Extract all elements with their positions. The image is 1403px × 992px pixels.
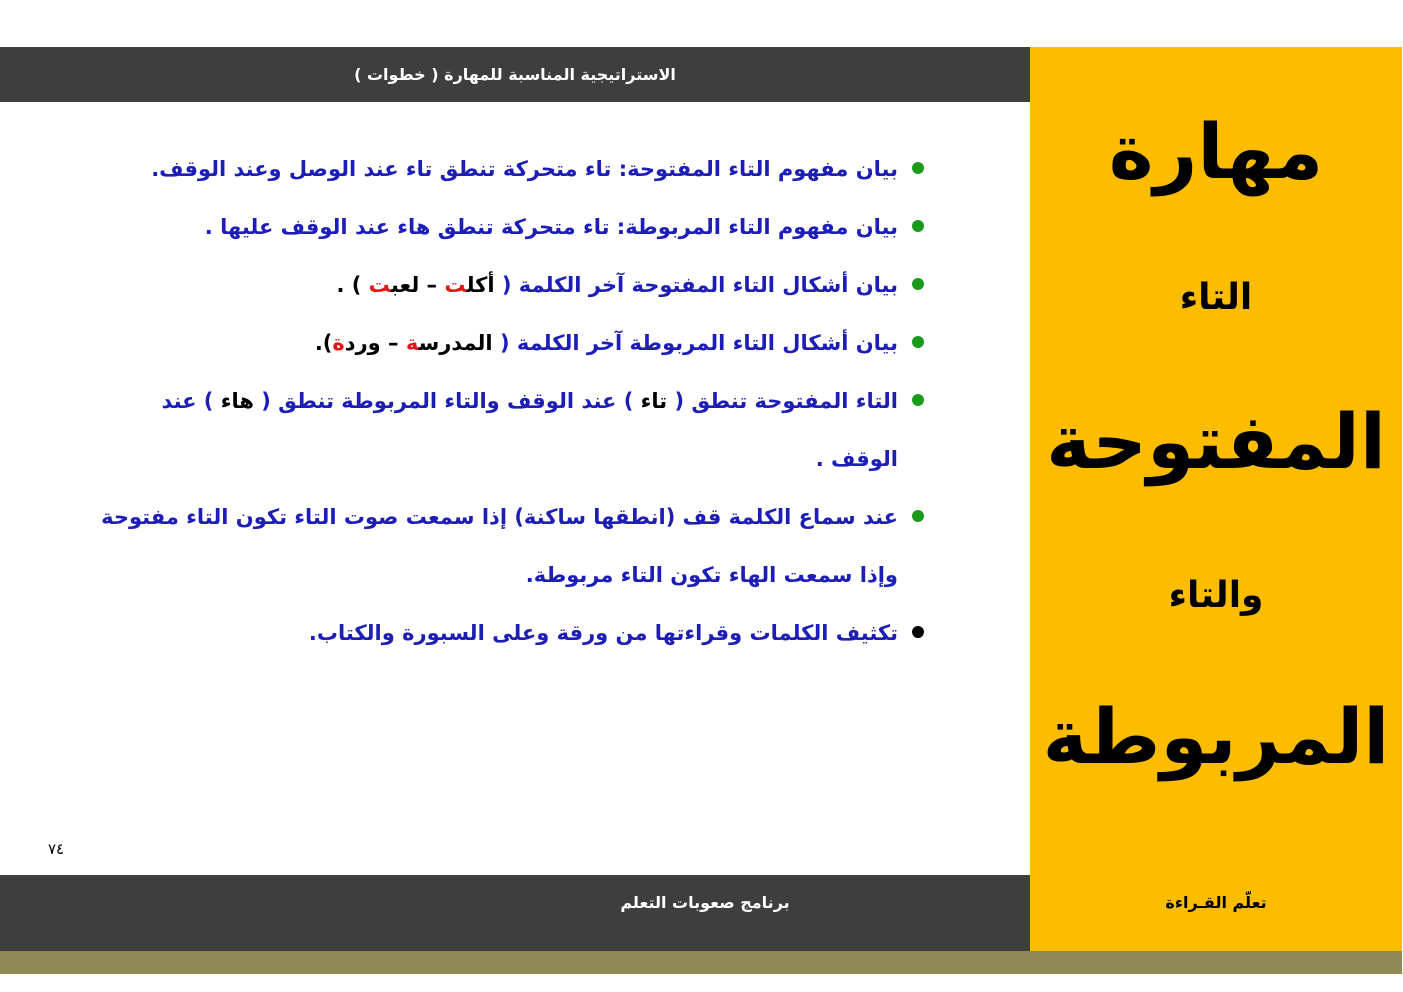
program-name: برنامج صعوبات التعلم xyxy=(620,893,790,912)
example-word: هاء xyxy=(220,389,254,413)
bullet-text: ) . xyxy=(336,273,369,297)
series-title-text: تعلّم القـراءة xyxy=(1165,893,1267,912)
separator: – xyxy=(419,273,445,297)
bullet-text: بيان أشكال التاء المفتوحة آخر الكلمة ( xyxy=(494,273,898,297)
bottom-strip xyxy=(0,951,1402,974)
title-panel xyxy=(1030,47,1402,951)
bullet-text: عند سماع الكلمة قف (انطقها ساكنة) إذا سمعت صوت التاء تكون التاء مفتوحة وإذا سمعت الهاء تكون التاء مربوطة. xyxy=(101,505,898,587)
bullet-text: ). xyxy=(314,331,333,355)
bullet-dot-icon xyxy=(912,626,924,638)
list-item xyxy=(88,314,928,372)
list-item xyxy=(88,604,928,662)
list-item xyxy=(88,140,928,198)
separator: – xyxy=(380,331,406,355)
bullet-text: بيان أشكال التاء المربوطة آخر الكلمة ( xyxy=(492,331,898,355)
footer-bar xyxy=(0,875,1030,951)
series-title xyxy=(1030,875,1402,930)
title-word-skill: مهارة xyxy=(1108,107,1324,196)
bullet-text: بيان مفهوم التاء المفتوحة: تاء متحركة تنطق تاء عند الوصل وعند الوقف. xyxy=(151,157,898,181)
list-item xyxy=(88,256,928,314)
bullet-text: تكثيف الكلمات وقراءتها من ورقة وعلى السبورة والكتاب. xyxy=(308,621,898,645)
list-item xyxy=(88,488,928,604)
highlight-letter: ة xyxy=(405,331,419,355)
bullet-text: التاء المفتوحة تنطق ( xyxy=(667,389,898,413)
bullet-dot-icon xyxy=(912,162,924,174)
example-word: أكل xyxy=(466,273,495,297)
list-item xyxy=(88,198,928,256)
title-word-taa: التاء xyxy=(1179,277,1253,318)
bullet-text: بيان مفهوم التاء المربوطة: تاء متحركة تنطق هاء عند الوقف عليها . xyxy=(204,215,898,239)
example-word: ورد xyxy=(344,331,381,355)
bullet-text: ) عند الوقف والتاء المربوطة تنطق ( xyxy=(253,389,641,413)
example-word: تاء xyxy=(640,389,668,413)
bullet-dot-icon xyxy=(912,394,924,406)
list-item xyxy=(88,372,928,488)
header-bar xyxy=(0,47,1030,102)
page-number: ٧٤ xyxy=(48,840,65,858)
example-word: المدرس xyxy=(418,331,493,355)
title-word-open: المفتوحة xyxy=(1046,397,1386,486)
highlight-letter: ت xyxy=(444,273,467,297)
bullet-dot-icon xyxy=(912,220,924,232)
highlight-letter: ت xyxy=(368,273,391,297)
header-title: الاستراتيجية المناسبة للمهارة ( خطوات ) xyxy=(354,65,676,84)
title-word-and-taa: والتاء xyxy=(1168,575,1264,616)
bullet-dot-icon xyxy=(912,278,924,290)
bullet-text: ) عند الوقف . xyxy=(161,389,898,471)
strategy-list xyxy=(88,140,928,662)
highlight-letter: ة xyxy=(332,331,345,355)
title-word-tied: المربوطة xyxy=(1042,692,1390,781)
bullet-dot-icon xyxy=(912,510,924,522)
example-word: لعب xyxy=(390,273,420,297)
bullet-dot-icon xyxy=(912,336,924,348)
